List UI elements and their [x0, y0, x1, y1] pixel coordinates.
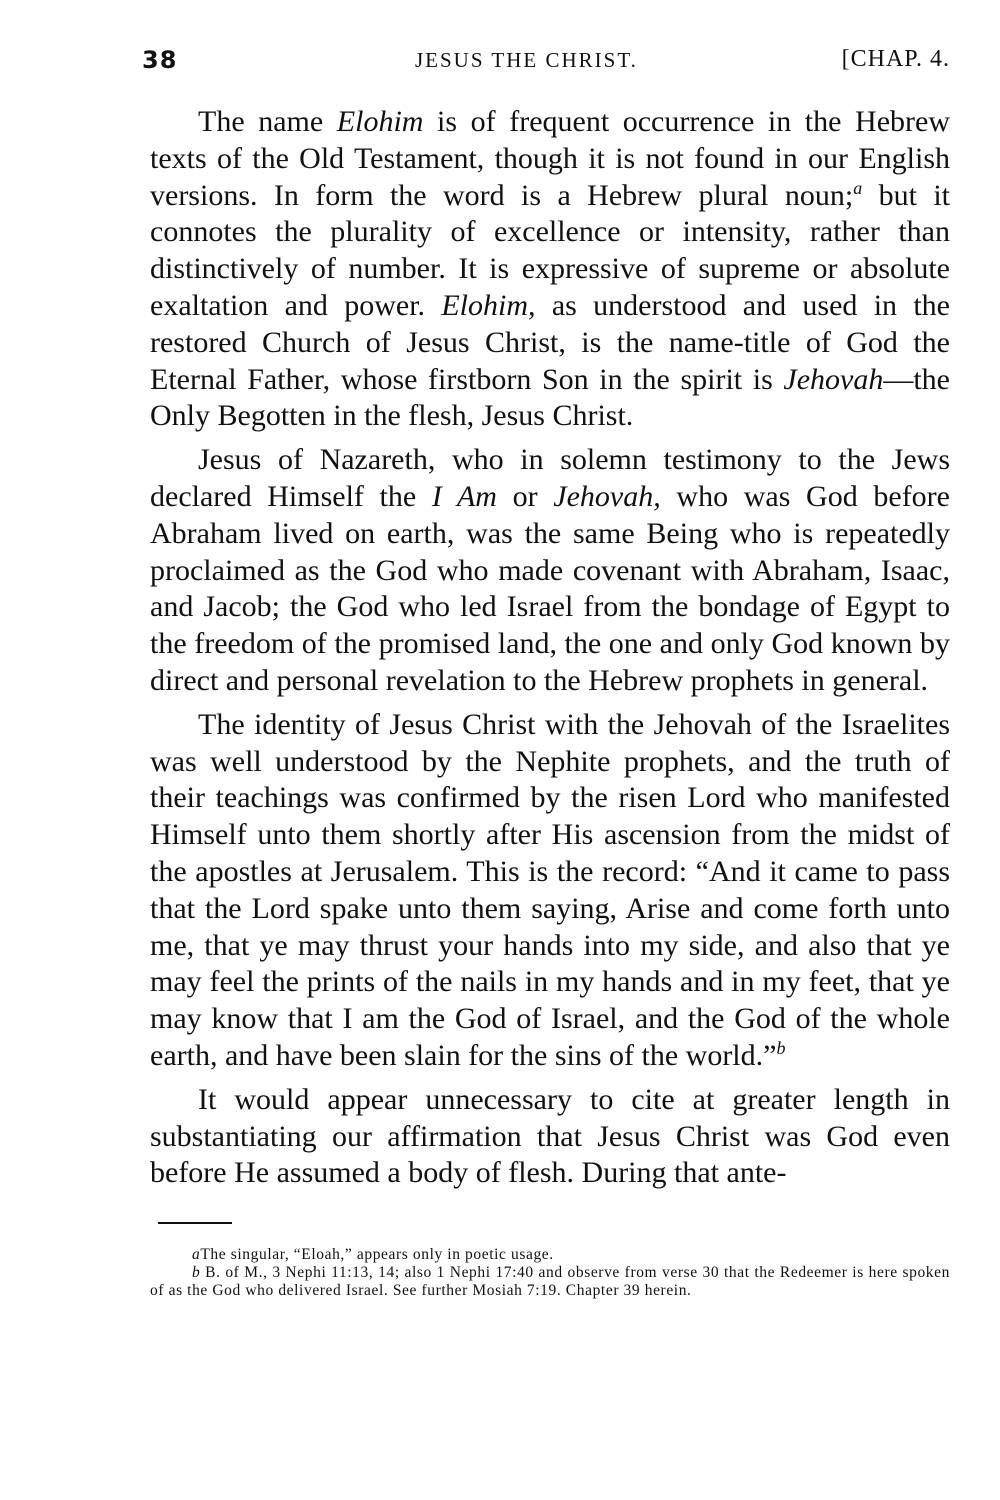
paragraph-2-text-3: who was God before Abraham lived on earth, was the same Being who is repeatedly proclaimed as the God who made covenant with Abraham, Isaac, and Jacob; the God who led Israel from the bondage of Egypt to the freedom of the promised land, the one and only God known by direct and personal revelation to the Hebrew prophets in general. — [150, 479, 950, 697]
footnote-marker-b: b — [776, 1037, 786, 1058]
paragraph-1-text-4: as understood and used in the restored Church of Jesus Christ, is the name-title of God the Eternal Father, whose firstborn Son in the spirit is — [150, 288, 950, 396]
paragraph-1-text-3: but it connotes the plurality of excellence or intensity, rather than distinctively of number. It is expressive of supreme or absolute exaltation and power. — [150, 178, 950, 322]
book-page — [142, 40, 950, 1300]
paragraph-1-text-5: —the Only Begotten in the flesh, Jesus Christ. — [150, 362, 950, 433]
page-number: 38 — [142, 46, 178, 74]
paragraph-3-text-1: The identity of Jesus Christ with the Jehovah of the Israelites was well understood by the Nephite prophets, and the truth of their teachings was confirmed by the risen Lord who manifested Himself unto them shortly after His ascension from the midst of the apostles at Jerusalem. This is the record: “And it came to pass that the Lord spake unto them saying, Arise and come forth unto me, that ye may thrust your hands into my side, and also that ye may feel the prints of the nails in my hands and in my feet, that ye may know that I am the God of Israel, and the God of the whole earth, and have been slain for the sins of the world.” — [150, 707, 950, 1072]
paragraph-2-text-1: Jesus of Nazareth, who in solemn testimony to the Jews declared Himself the — [150, 443, 950, 513]
running-title: JESUS THE CHRIST. — [415, 48, 638, 72]
paragraph-1-italic-2: Elohim, — [441, 288, 536, 322]
chapter-reference: [CHAP. 4. — [841, 46, 950, 72]
paragraph-4-text-1: It would appear unnecessary to cite at greater length in substantiating our affirmation that Jesus Christ was God even before He assumed a body of flesh. During that ante- — [150, 1082, 950, 1190]
footnote-divider — [158, 1222, 232, 1224]
paragraph-1-italic-3: Jehovah — [783, 362, 884, 396]
paragraph-4 — [150, 1082, 950, 1192]
footnotes — [150, 1246, 950, 1300]
footnote-a — [150, 1246, 950, 1264]
paragraph-1-text-2: is of frequent occurrence in the Hebrew texts of the Old Testament, though it is not found in our English versions. In form the word is a Hebrew plural noun; — [150, 105, 950, 212]
running-header — [142, 40, 950, 84]
footnote-b-text: B. of M., 3 Nephi 11:13, 14; also 1 Nephi 17:40 and observe from verse 30 that the Redeemer is here spoken of as the God who delivered Israel. See further Mosiah 7:19. Chapter 39 herein. — [150, 1264, 950, 1300]
paragraph-1 — [150, 104, 950, 435]
footnote-marker-a: a — [853, 177, 863, 198]
paragraph-1-italic-1: Elohim — [336, 105, 424, 138]
body-text — [150, 104, 950, 1192]
footnote-a-text: The singular, “Eloah,” appears only in poetic usage. — [200, 1246, 554, 1264]
paragraph-2-italic-2: Jehovah, — [553, 479, 661, 513]
footnote-a-marker: a — [192, 1246, 201, 1264]
footnote-b — [150, 1264, 950, 1300]
footnote-b-marker: b — [192, 1264, 201, 1282]
paragraph-2-text-2: or — [496, 479, 554, 513]
paragraph-2 — [150, 442, 950, 700]
paragraph-1-text-1: The name — [198, 105, 337, 138]
paragraph-2-italic-1: I Am — [431, 479, 497, 513]
paragraph-3 — [150, 707, 950, 1075]
